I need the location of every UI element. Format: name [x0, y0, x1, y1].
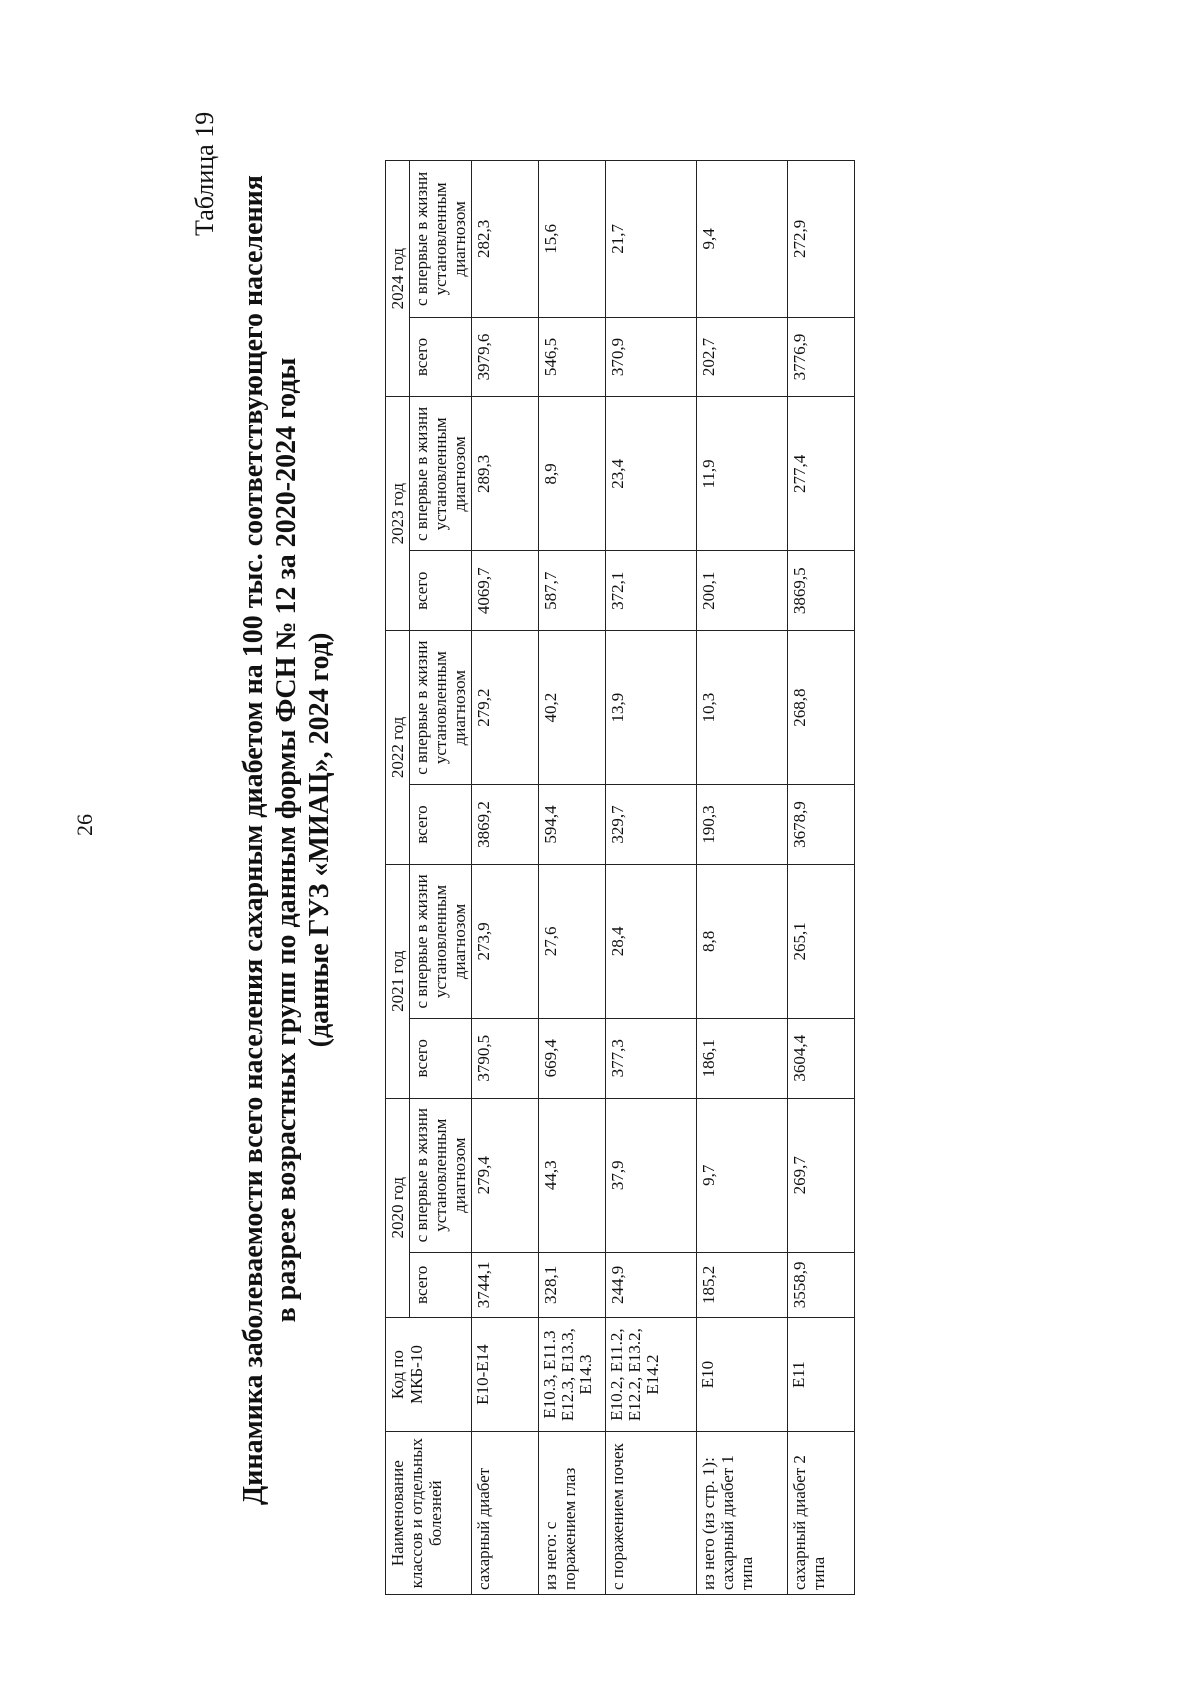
disease-name: из него (из стр. 1): сахарный диабет 1 типа — [697, 1432, 788, 1595]
value-cell: 279,4 — [472, 1098, 539, 1252]
icd-code: Е10.3, Е11.3 Е12.3, Е13.3, Е14.3 — [539, 1317, 606, 1431]
value-cell: 669,4 — [539, 1019, 606, 1099]
title-line-3: (данные ГУЗ «МИАЦ», 2024 год) — [304, 632, 335, 1048]
value-cell: 3744,1 — [472, 1252, 539, 1317]
value-cell: 44,3 — [539, 1098, 606, 1252]
table-row — [788, 161, 855, 1595]
table-number: Таблица 19 — [190, 111, 219, 236]
value-cell: 277,4 — [788, 397, 855, 551]
value-cell: 587,7 — [539, 551, 606, 631]
value-cell: 377,3 — [606, 1019, 697, 1099]
title-line-2: в разрезе возрастных групп по данным формы ФСН № 12 за 2020-2024 годы — [271, 357, 302, 1323]
header-first-time: с впервые в жизни установленным диагнозом — [410, 1098, 472, 1252]
value-cell: 282,3 — [472, 161, 539, 318]
icd-code: Е10 — [697, 1317, 788, 1431]
value-cell: 9,4 — [697, 161, 788, 318]
value-cell: 21,7 — [606, 161, 697, 318]
value-cell: 3790,5 — [472, 1019, 539, 1099]
header-year-2021: 2021 год — [386, 864, 410, 1098]
data-table-container — [385, 160, 855, 1595]
value-cell: 3776,9 — [788, 317, 855, 397]
diabetes-incidence-table — [385, 160, 855, 1595]
value-cell: 268,8 — [788, 631, 855, 785]
header-first-time: с впервые в жизни установленным диагнозом — [410, 161, 472, 318]
disease-name: сахарный диабет 2 типа — [788, 1432, 855, 1595]
table-row — [539, 161, 606, 1595]
icd-code: Е10-Е14 — [472, 1317, 539, 1431]
header-total: всего — [410, 551, 472, 631]
header-first-time: с впервые в жизни установленным диагнозом — [410, 864, 472, 1018]
value-cell: 37,9 — [606, 1098, 697, 1252]
value-cell: 370,9 — [606, 317, 697, 397]
value-cell: 372,1 — [606, 551, 697, 631]
value-cell: 265,1 — [788, 864, 855, 1018]
header-total: всего — [410, 785, 472, 865]
header-code: Код по МКБ-10 — [386, 1317, 472, 1431]
document-title — [237, 125, 336, 1555]
value-cell: 8,9 — [539, 397, 606, 551]
header-total: всего — [410, 1019, 472, 1099]
disease-name: из него: с поражением глаз — [539, 1432, 606, 1595]
value-cell: 546,5 — [539, 317, 606, 397]
value-cell: 594,4 — [539, 785, 606, 865]
title-line-1: Динамика заболеваемости всего населения сахарным диабетом на 100 тыс. соответствующего населения — [238, 175, 269, 1505]
header-first-time: с впервые в жизни установленным диагнозом — [410, 631, 472, 785]
table-row — [606, 161, 697, 1595]
value-cell: 27,6 — [539, 864, 606, 1018]
table-row — [472, 161, 539, 1595]
value-cell: 328,1 — [539, 1252, 606, 1317]
header-row-years — [386, 161, 410, 1595]
value-cell: 289,3 — [472, 397, 539, 551]
value-cell: 4069,7 — [472, 551, 539, 631]
value-cell: 3678,9 — [788, 785, 855, 865]
value-cell: 13,9 — [606, 631, 697, 785]
header-year-2022: 2022 год — [386, 631, 410, 865]
value-cell: 272,9 — [788, 161, 855, 318]
header-total: всего — [410, 1252, 472, 1317]
disease-name: сахарный диабет — [472, 1432, 539, 1595]
value-cell: 244,9 — [606, 1252, 697, 1317]
header-name: Наименование классов и отдельных болезней — [386, 1432, 472, 1595]
value-cell: 23,4 — [606, 397, 697, 551]
value-cell: 269,7 — [788, 1098, 855, 1252]
value-cell: 8,8 — [697, 864, 788, 1018]
value-cell: 202,7 — [697, 317, 788, 397]
value-cell: 40,2 — [539, 631, 606, 785]
value-cell: 279,2 — [472, 631, 539, 785]
table-row — [697, 161, 788, 1595]
value-cell: 329,7 — [606, 785, 697, 865]
icd-code: Е11 — [788, 1317, 855, 1431]
value-cell: 11,9 — [697, 397, 788, 551]
value-cell: 3979,6 — [472, 317, 539, 397]
header-year-2023: 2023 год — [386, 397, 410, 631]
value-cell: 15,6 — [539, 161, 606, 318]
value-cell: 186,1 — [697, 1019, 788, 1099]
icd-code: Е10.2, Е11.2, Е12.2, Е13.2, Е14.2 — [606, 1317, 697, 1431]
value-cell: 28,4 — [606, 864, 697, 1018]
value-cell: 185,2 — [697, 1252, 788, 1317]
value-cell: 3558,9 — [788, 1252, 855, 1317]
value-cell: 3869,5 — [788, 551, 855, 631]
disease-name: с поражением почек — [606, 1432, 697, 1595]
value-cell: 3604,4 — [788, 1019, 855, 1099]
header-first-time: с впервые в жизни установленным диагнозом — [410, 397, 472, 551]
value-cell: 200,1 — [697, 551, 788, 631]
header-year-2024: 2024 год — [386, 161, 410, 397]
header-year-2020: 2020 год — [386, 1098, 410, 1317]
value-cell: 10,3 — [697, 631, 788, 785]
page-number: 26 — [72, 814, 97, 836]
value-cell: 9,7 — [697, 1098, 788, 1252]
header-total: всего — [410, 317, 472, 397]
value-cell: 190,3 — [697, 785, 788, 865]
value-cell: 273,9 — [472, 864, 539, 1018]
value-cell: 3869,2 — [472, 785, 539, 865]
